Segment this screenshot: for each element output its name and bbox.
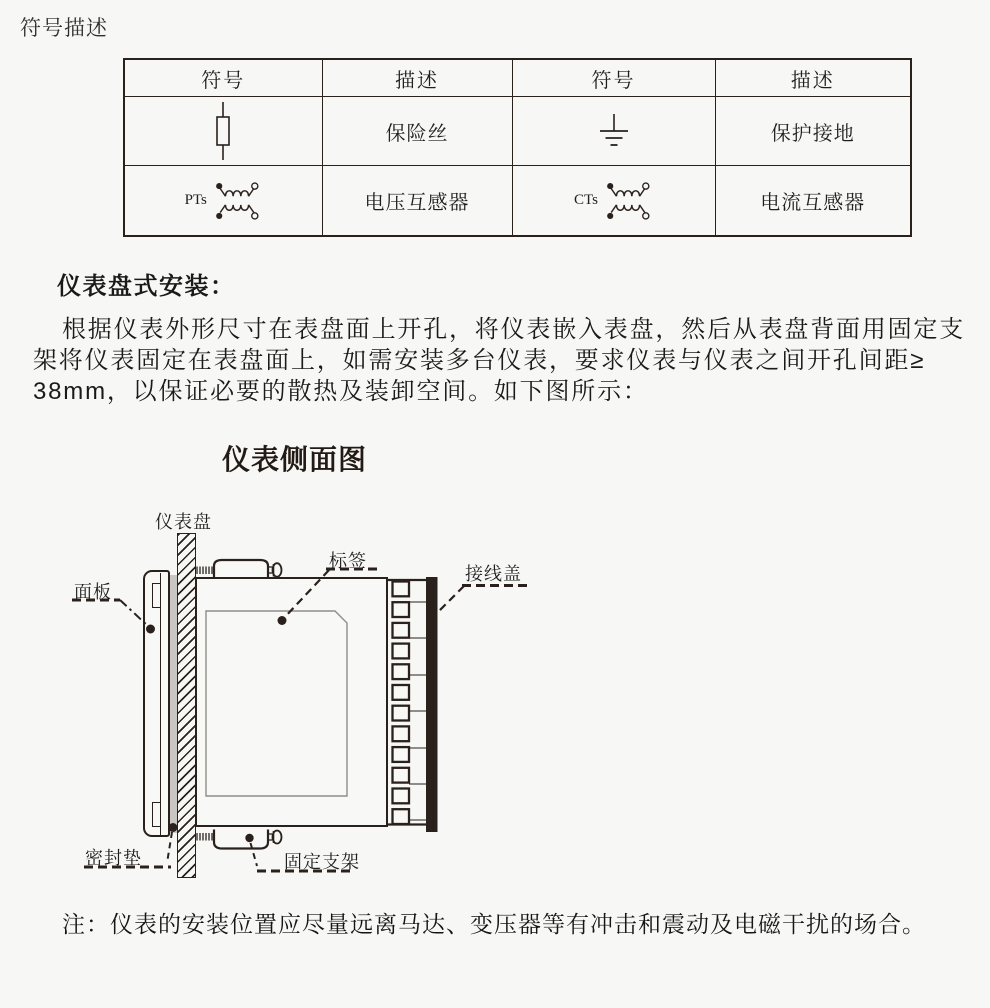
table-header-row <box>124 59 911 97</box>
terminal-cover-leader <box>438 586 464 612</box>
paragraph-line: 根据仪表外形尺寸在表盘面上开孔，将仪表嵌入表盘，然后从表盘背面用固定支 <box>62 316 965 343</box>
bezel-clip-bottom <box>152 802 161 827</box>
bracket-callout-dot <box>245 834 253 842</box>
ct-symbol-cell <box>512 166 715 237</box>
bracket-leader <box>251 843 258 866</box>
ct-label: CTs <box>574 192 598 208</box>
col-header-symbol-2: 符号 <box>512 59 715 97</box>
bottom-screw-bracket-icon <box>197 830 282 849</box>
label-terminal-cover: 接线盖 <box>465 564 522 584</box>
table-row <box>124 97 911 166</box>
col-header-symbol-1: 符号 <box>124 59 322 97</box>
paragraph-line: 架将仪表固定在表盘面上，如需安装多台仪表，要求仪表与仪表之间开孔间距≥ <box>33 347 926 374</box>
col-header-desc-1: 描述 <box>322 59 512 97</box>
front-panel-bezel <box>143 570 170 837</box>
ct-desc-cell: 电流互感器 <box>715 166 911 237</box>
label-panel-board: 仪表盘 <box>155 512 212 532</box>
label-tag: 标签 <box>329 551 367 571</box>
label-bracket: 固定支架 <box>284 852 360 872</box>
bezel-inner-line <box>160 573 161 835</box>
fuse-symbol-cell <box>124 97 322 166</box>
diagram-title: 仪表侧面图 <box>222 445 368 476</box>
note-text: 注：仪表的安装位置应尽量远离马达、变压器等有冲击和震动及电磁干扰的场合。 <box>62 911 926 937</box>
terminal-block <box>388 580 426 825</box>
paragraph-line: 38mm，以保证必要的散热及装卸空间。如下图所示： <box>33 378 649 405</box>
panel-board-hatched-wall <box>177 533 196 878</box>
earth-icon <box>597 112 631 150</box>
table-row <box>124 166 911 237</box>
terminal-cover-bar <box>426 577 438 832</box>
earth-symbol-cell <box>512 97 715 166</box>
section-heading: 仪表盘式安装： <box>57 273 236 300</box>
top-screw-icon <box>197 560 282 577</box>
earth-desc-cell: 保护接地 <box>715 97 911 166</box>
seal-gasket-strip <box>169 575 177 833</box>
ct-winding-icon <box>603 178 653 224</box>
bezel-clip-top <box>152 583 161 608</box>
fuse-desc-cell: 保险丝 <box>322 97 512 166</box>
label-front-panel: 面板 <box>74 582 112 602</box>
pt-symbol-cell <box>124 166 322 237</box>
pt-desc-cell: 电压互感器 <box>322 166 512 237</box>
pt-winding-icon <box>212 178 262 224</box>
install-paragraph <box>33 314 983 407</box>
col-header-desc-2: 描述 <box>715 59 911 97</box>
fuse-icon <box>212 102 234 160</box>
symbol-table <box>123 58 912 237</box>
pt-label: PTs <box>184 192 207 208</box>
label-gasket: 密封垫 <box>85 848 142 868</box>
meter-body <box>195 577 388 827</box>
page-title: 符号描述 <box>20 16 108 40</box>
